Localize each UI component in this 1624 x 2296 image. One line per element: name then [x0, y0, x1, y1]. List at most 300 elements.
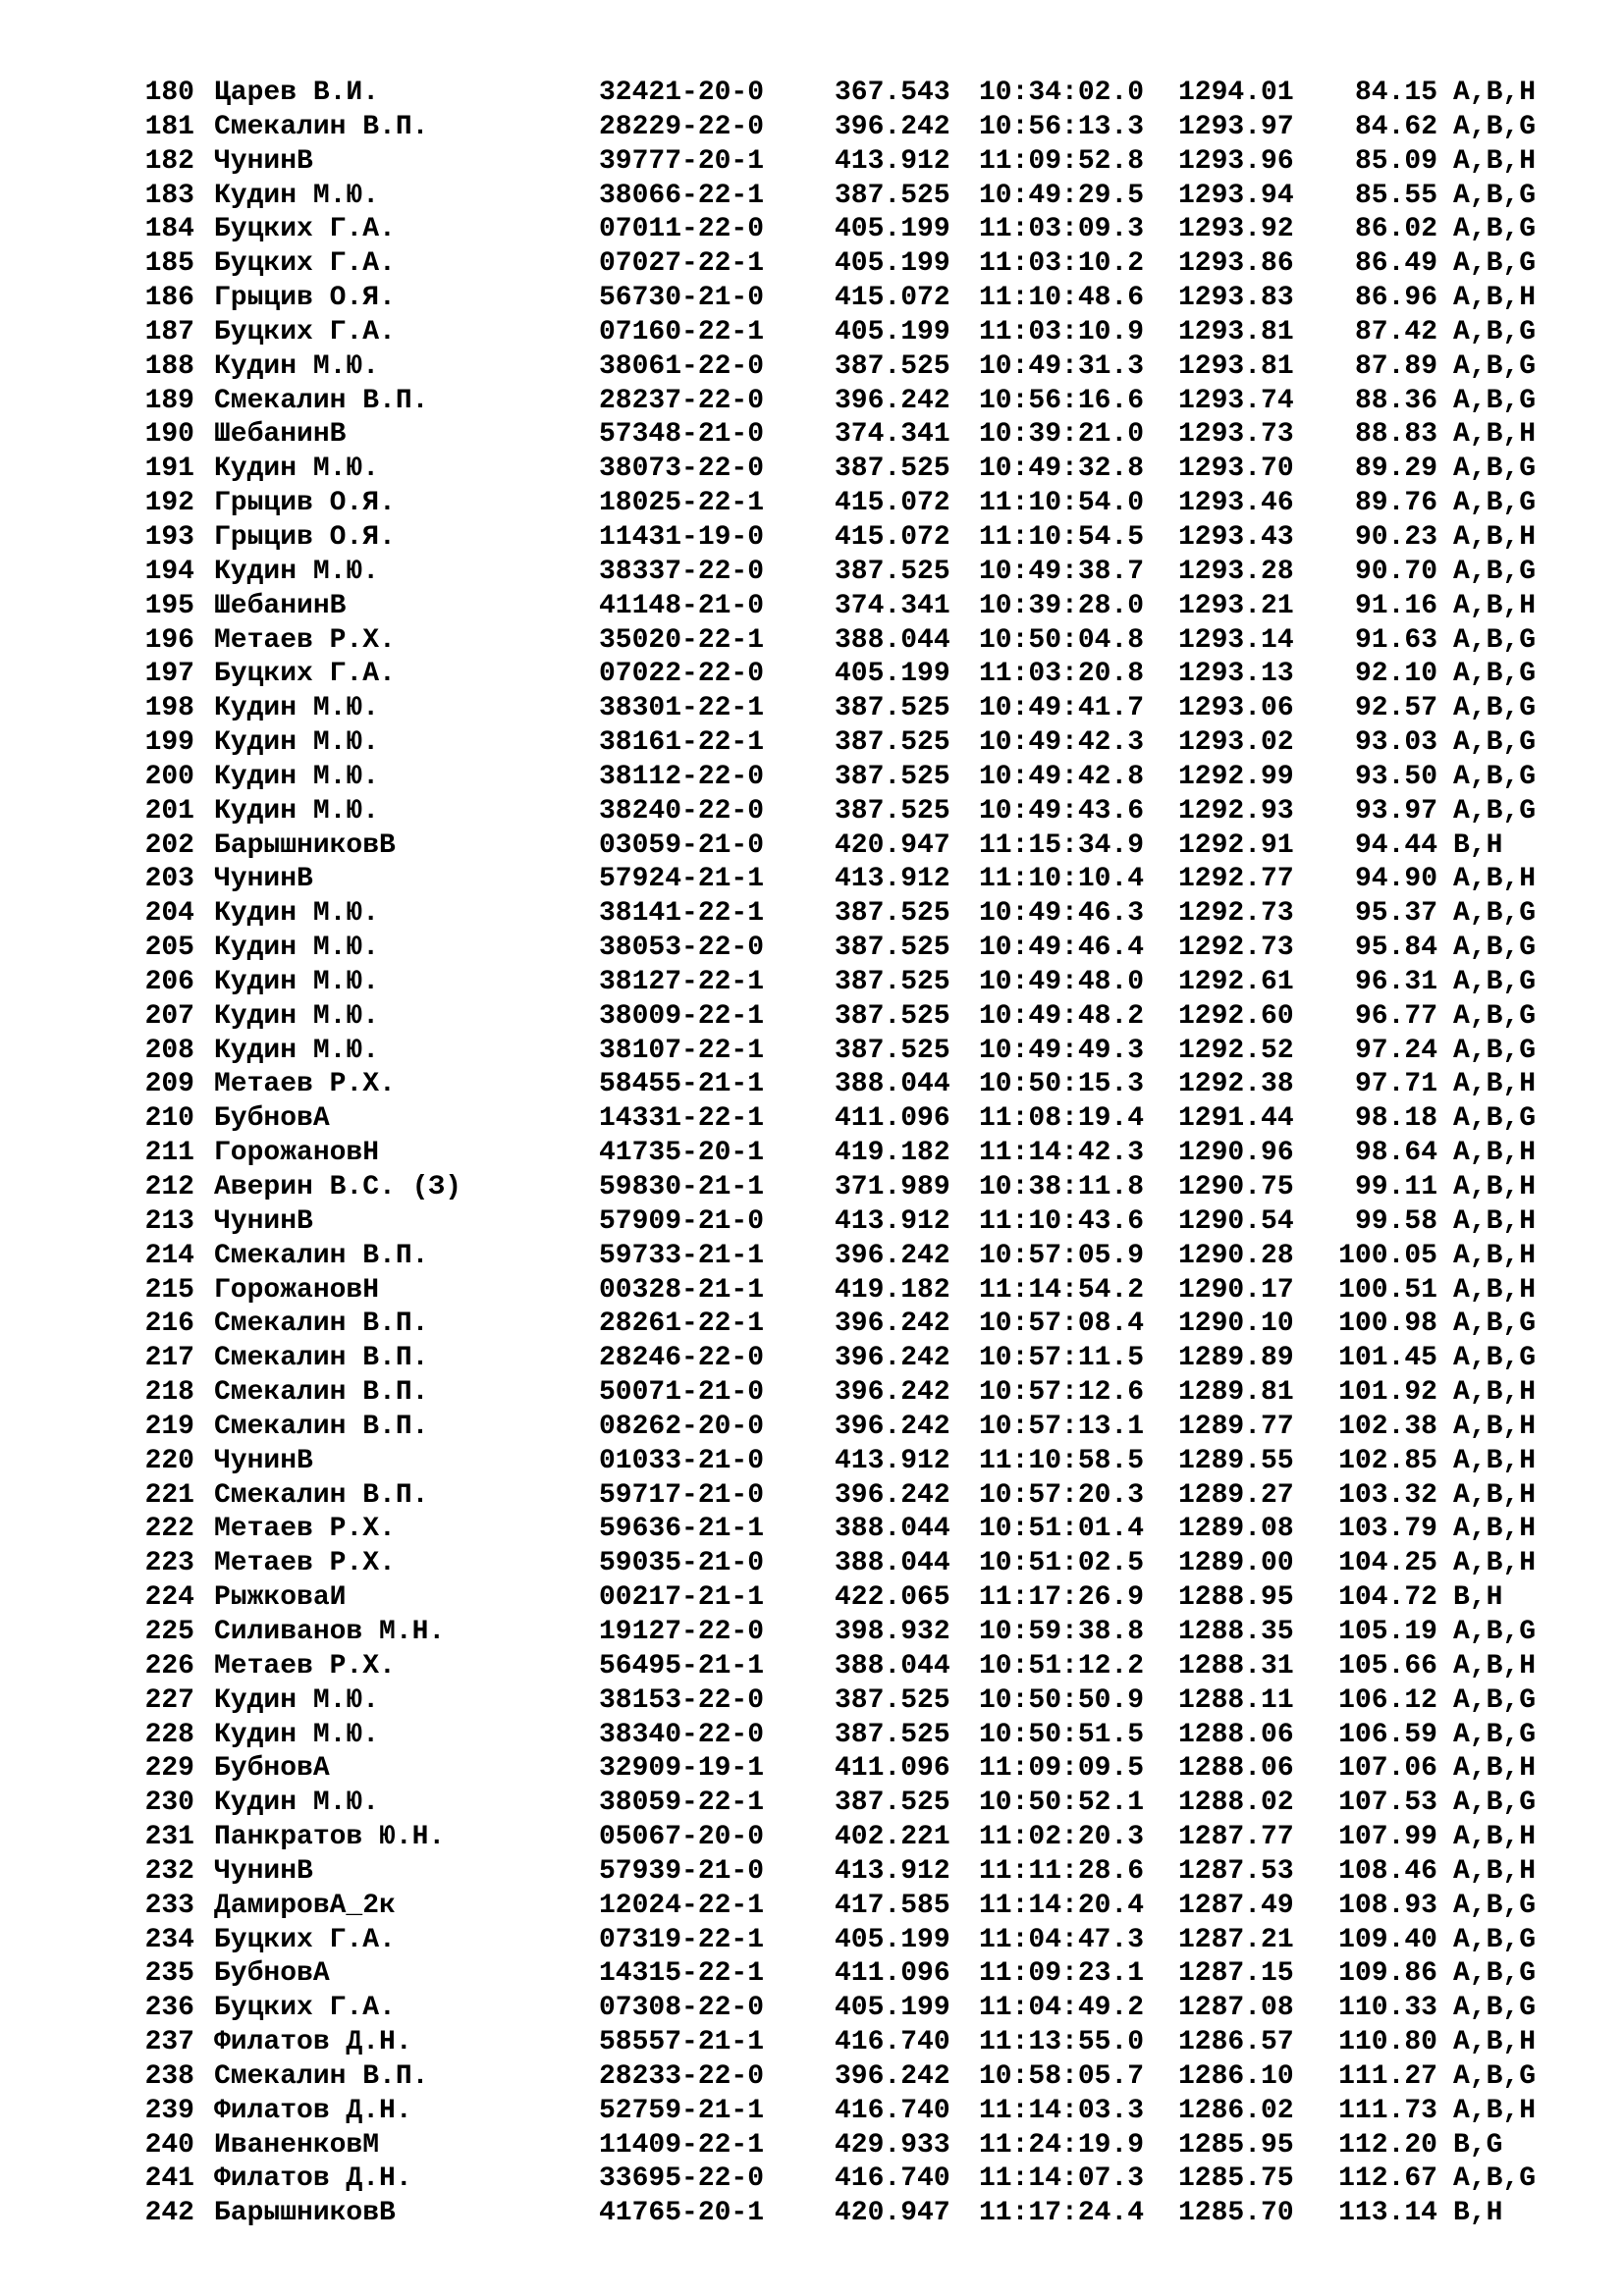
ring-number-cell: 38009-22-1: [599, 1000, 765, 1032]
place-cell: 207: [144, 1000, 194, 1032]
speed-cell: 1285.75: [1178, 2163, 1294, 2195]
fancier-name-cell: Смекалин В.П.: [214, 1479, 429, 1511]
speed-cell: 1289.77: [1178, 1411, 1294, 1442]
place-cell: 186: [144, 283, 194, 314]
fancier-name-cell: ДамировА_2к: [214, 1890, 396, 1921]
speed-cell: 1289.81: [1178, 1377, 1294, 1409]
place-cell: 192: [144, 488, 194, 519]
speed-cell: 1292.61: [1178, 966, 1294, 997]
speed-cell: 1293.13: [1178, 659, 1294, 690]
distance-cell: 396.242: [835, 1240, 950, 1271]
place-cell: 236: [144, 1993, 194, 2024]
points-cell: 111.73: [1338, 2095, 1437, 2126]
place-cell: 191: [144, 454, 194, 485]
fancier-name-cell: ГорожановН: [214, 1274, 380, 1306]
ring-number-cell: 11409-22-1: [599, 2129, 765, 2161]
points-cell: 109.40: [1338, 1924, 1437, 1955]
arrival-time-cell: 11:02:20.3: [979, 1822, 1145, 1853]
ring-number-cell: 52759-21-1: [599, 2095, 765, 2126]
speed-cell: 1291.44: [1178, 1103, 1294, 1135]
place-cell: 201: [144, 795, 194, 827]
arrival-time-cell: 11:03:10.2: [979, 248, 1145, 280]
place-cell: 234: [144, 1924, 194, 1955]
arrival-time-cell: 10:56:13.3: [979, 111, 1145, 142]
speed-cell: 1287.49: [1178, 1890, 1294, 1921]
fancier-name-cell: Буцких Г.А.: [214, 316, 396, 347]
points-cell: 102.85: [1338, 1445, 1437, 1476]
points-cell: 107.99: [1338, 1822, 1437, 1853]
place-cell: 203: [144, 864, 194, 895]
fancier-name-cell: Кудин М.Ю.: [214, 1788, 380, 1819]
classes-cell: A,B,G: [1453, 1684, 1537, 1716]
classes-cell: A,B,H: [1453, 1138, 1537, 1169]
speed-cell: 1285.95: [1178, 2129, 1294, 2161]
table-row: [0, 521, 1624, 556]
fancier-name-cell: Буцких Г.А.: [214, 1993, 396, 2024]
arrival-time-cell: 10:58:05.7: [979, 2060, 1145, 2092]
points-cell: 86.49: [1354, 248, 1437, 280]
distance-cell: 396.242: [835, 1308, 950, 1340]
speed-cell: 1285.70: [1178, 2198, 1294, 2229]
table-row: [0, 1479, 1624, 1514]
fancier-name-cell: РыжковаИ: [214, 1582, 347, 1614]
distance-cell: 387.525: [835, 898, 950, 930]
points-cell: 107.53: [1338, 1788, 1437, 1819]
arrival-time-cell: 10:51:02.5: [979, 1548, 1145, 1579]
table-row: [0, 590, 1624, 624]
speed-cell: 1286.10: [1178, 2060, 1294, 2092]
place-cell: 200: [144, 761, 194, 792]
classes-cell: A,B,H: [1453, 1274, 1537, 1306]
classes-cell: A,B,H: [1453, 1479, 1537, 1511]
distance-cell: 415.072: [835, 521, 950, 553]
arrival-time-cell: 11:03:10.9: [979, 316, 1145, 347]
points-cell: 92.10: [1354, 659, 1437, 690]
points-cell: 100.51: [1338, 1274, 1437, 1306]
classes-cell: A,B,G: [1453, 248, 1537, 280]
ring-number-cell: 38301-22-1: [599, 693, 765, 724]
points-cell: 97.71: [1354, 1069, 1437, 1100]
points-cell: 93.97: [1354, 795, 1437, 827]
fancier-name-cell: ЧунинВ: [214, 1205, 313, 1237]
place-cell: 218: [144, 1377, 194, 1409]
arrival-time-cell: 11:09:52.8: [979, 145, 1145, 177]
points-cell: 94.90: [1354, 864, 1437, 895]
table-row: [0, 1035, 1624, 1069]
table-row: [0, 418, 1624, 453]
fancier-name-cell: Грыцив О.Я.: [214, 283, 396, 314]
ring-number-cell: 38061-22-0: [599, 350, 765, 382]
place-cell: 220: [144, 1445, 194, 1476]
distance-cell: 415.072: [835, 283, 950, 314]
classes-cell: A,B,H: [1453, 283, 1537, 314]
ring-number-cell: 41148-21-0: [599, 590, 765, 621]
ring-number-cell: 14331-22-1: [599, 1103, 765, 1135]
points-cell: 92.57: [1354, 693, 1437, 724]
arrival-time-cell: 10:50:50.9: [979, 1684, 1145, 1716]
distance-cell: 396.242: [835, 385, 950, 416]
arrival-time-cell: 11:03:20.8: [979, 659, 1145, 690]
speed-cell: 1293.74: [1178, 385, 1294, 416]
ring-number-cell: 59733-21-1: [599, 1240, 765, 1271]
ring-number-cell: 50071-21-0: [599, 1377, 765, 1409]
classes-cell: A,B,H: [1453, 1855, 1537, 1887]
fancier-name-cell: Кудин М.Ю.: [214, 1035, 380, 1066]
fancier-name-cell: Кудин М.Ю.: [214, 966, 380, 997]
fancier-name-cell: ИваненковМ: [214, 2129, 380, 2161]
points-cell: 107.06: [1338, 1753, 1437, 1785]
fancier-name-cell: БарышниковВ: [214, 2198, 396, 2229]
fancier-name-cell: Кудин М.Ю.: [214, 1719, 380, 1750]
ring-number-cell: 00217-21-1: [599, 1582, 765, 1614]
place-cell: 222: [144, 1514, 194, 1545]
classes-cell: A,B,H: [1453, 78, 1537, 108]
table-row: [0, 1752, 1624, 1787]
speed-cell: 1293.86: [1178, 248, 1294, 280]
arrival-time-cell: 10:57:13.1: [979, 1411, 1145, 1442]
table-row: [0, 1411, 1624, 1445]
place-cell: 190: [144, 419, 194, 451]
speed-cell: 1290.17: [1178, 1274, 1294, 1306]
speed-cell: 1287.77: [1178, 1822, 1294, 1853]
points-cell: 102.38: [1338, 1411, 1437, 1442]
speed-cell: 1293.92: [1178, 214, 1294, 245]
table-row: [0, 1719, 1624, 1753]
place-cell: 202: [144, 829, 194, 861]
points-cell: 104.25: [1338, 1548, 1437, 1579]
speed-cell: 1288.06: [1178, 1753, 1294, 1785]
table-row: [0, 1137, 1624, 1171]
place-cell: 196: [144, 624, 194, 656]
table-row: [0, 863, 1624, 897]
place-cell: 187: [144, 316, 194, 347]
points-cell: 105.66: [1338, 1650, 1437, 1682]
distance-cell: 416.740: [835, 2027, 950, 2058]
classes-cell: A,B,G: [1453, 1343, 1537, 1374]
place-cell: 214: [144, 1240, 194, 1271]
classes-cell: A,B,G: [1453, 556, 1537, 587]
classes-cell: A,B,G: [1453, 1890, 1537, 1921]
place-cell: 226: [144, 1650, 194, 1682]
distance-cell: 387.525: [835, 1000, 950, 1032]
fancier-name-cell: Кудин М.Ю.: [214, 795, 380, 827]
points-cell: 93.50: [1354, 761, 1437, 792]
fancier-name-cell: Кудин М.Ю.: [214, 898, 380, 930]
points-cell: 112.67: [1338, 2163, 1437, 2195]
classes-cell: A,B,H: [1453, 1548, 1537, 1579]
points-cell: 86.96: [1354, 283, 1437, 314]
ring-number-cell: 57924-21-1: [599, 864, 765, 895]
table-row: [0, 247, 1624, 282]
distance-cell: 374.341: [835, 419, 950, 451]
distance-cell: 387.525: [835, 556, 950, 587]
distance-cell: 387.525: [835, 180, 950, 211]
distance-cell: 396.242: [835, 2060, 950, 2092]
ring-number-cell: 38059-22-1: [599, 1788, 765, 1819]
speed-cell: 1286.57: [1178, 2027, 1294, 2058]
arrival-time-cell: 11:15:34.9: [979, 829, 1145, 861]
distance-cell: 387.525: [835, 795, 950, 827]
speed-cell: 1287.15: [1178, 1958, 1294, 1990]
place-cell: 195: [144, 590, 194, 621]
distance-cell: 413.912: [835, 864, 950, 895]
fancier-name-cell: ШебанинВ: [214, 590, 347, 621]
points-cell: 90.23: [1354, 521, 1437, 553]
fancier-name-cell: Филатов Д.Н.: [214, 2095, 412, 2126]
distance-cell: 415.072: [835, 488, 950, 519]
classes-cell: B,H: [1453, 2198, 1503, 2229]
ring-number-cell: 07308-22-0: [599, 1993, 765, 2024]
points-cell: 97.24: [1354, 1035, 1437, 1066]
place-cell: 230: [144, 1788, 194, 1819]
fancier-name-cell: Метаев Р.Х.: [214, 1514, 396, 1545]
table-row: [0, 487, 1624, 521]
arrival-time-cell: 11:09:09.5: [979, 1753, 1145, 1785]
distance-cell: 387.525: [835, 1719, 950, 1750]
place-cell: 223: [144, 1548, 194, 1579]
place-cell: 182: [144, 145, 194, 177]
classes-cell: A,B,G: [1453, 488, 1537, 519]
arrival-time-cell: 10:49:42.3: [979, 727, 1145, 759]
distance-cell: 388.044: [835, 624, 950, 656]
classes-cell: A,B,G: [1453, 727, 1537, 759]
fancier-name-cell: Кудин М.Ю.: [214, 1000, 380, 1032]
speed-cell: 1289.27: [1178, 1479, 1294, 1511]
arrival-time-cell: 10:57:12.6: [979, 1377, 1145, 1409]
ring-number-cell: 41735-20-1: [599, 1138, 765, 1169]
table-row: [0, 1855, 1624, 1890]
fancier-name-cell: Филатов Д.Н.: [214, 2027, 412, 2058]
speed-cell: 1293.97: [1178, 111, 1294, 142]
arrival-time-cell: 10:49:46.3: [979, 898, 1145, 930]
arrival-time-cell: 10:49:43.6: [979, 795, 1145, 827]
ring-number-cell: 28261-22-1: [599, 1308, 765, 1340]
fancier-name-cell: Метаев Р.Х.: [214, 624, 396, 656]
fancier-name-cell: Смекалин В.П.: [214, 385, 429, 416]
fancier-name-cell: Грыцив О.Я.: [214, 488, 396, 519]
place-cell: 241: [144, 2163, 194, 2195]
ring-number-cell: 38127-22-1: [599, 966, 765, 997]
classes-cell: A,B,H: [1453, 1822, 1537, 1853]
speed-cell: 1288.31: [1178, 1650, 1294, 1682]
distance-cell: 429.933: [835, 2129, 950, 2161]
points-cell: 106.59: [1338, 1719, 1437, 1750]
table-row: [0, 111, 1624, 145]
classes-cell: A,B,H: [1453, 1377, 1537, 1409]
arrival-time-cell: 11:08:19.4: [979, 1103, 1145, 1135]
table-row: [0, 1650, 1624, 1684]
classes-cell: A,B,G: [1453, 624, 1537, 656]
distance-cell: 387.525: [835, 933, 950, 964]
speed-cell: 1287.21: [1178, 1924, 1294, 1955]
speed-cell: 1289.08: [1178, 1514, 1294, 1545]
place-cell: 242: [144, 2198, 194, 2229]
distance-cell: 387.525: [835, 693, 950, 724]
ring-number-cell: 07027-22-1: [599, 248, 765, 280]
table-row: [0, 556, 1624, 590]
speed-cell: 1286.02: [1178, 2095, 1294, 2126]
place-cell: 233: [144, 1890, 194, 1921]
ring-number-cell: 35020-22-1: [599, 624, 765, 656]
arrival-time-cell: 11:10:54.5: [979, 521, 1145, 553]
speed-cell: 1293.06: [1178, 693, 1294, 724]
distance-cell: 396.242: [835, 1343, 950, 1374]
arrival-time-cell: 10:50:52.1: [979, 1788, 1145, 1819]
arrival-time-cell: 10:39:21.0: [979, 419, 1145, 451]
points-cell: 95.37: [1354, 898, 1437, 930]
points-cell: 99.11: [1354, 1172, 1437, 1202]
table-row: [0, 1890, 1624, 1924]
ring-number-cell: 38053-22-0: [599, 933, 765, 964]
table-row: [0, 1924, 1624, 1958]
fancier-name-cell: Смекалин В.П.: [214, 1308, 429, 1340]
speed-cell: 1293.70: [1178, 454, 1294, 485]
ring-number-cell: 59717-21-0: [599, 1479, 765, 1511]
fancier-name-cell: Кудин М.Ю.: [214, 761, 380, 792]
place-cell: 235: [144, 1958, 194, 1990]
fancier-name-cell: БубновА: [214, 1958, 330, 1990]
distance-cell: 411.096: [835, 1753, 950, 1785]
fancier-name-cell: Кудин М.Ю.: [214, 1684, 380, 1716]
ring-number-cell: 41765-20-1: [599, 2198, 765, 2229]
arrival-time-cell: 11:10:48.6: [979, 283, 1145, 314]
ring-number-cell: 28229-22-0: [599, 111, 765, 142]
place-cell: 205: [144, 933, 194, 964]
table-row: [0, 966, 1624, 1000]
classes-cell: A,B,H: [1453, 2027, 1537, 2058]
fancier-name-cell: ЧунинВ: [214, 1855, 313, 1887]
classes-cell: A,B,G: [1453, 2060, 1537, 2092]
distance-cell: 396.242: [835, 1479, 950, 1511]
distance-cell: 416.740: [835, 2163, 950, 2195]
ring-number-cell: 11431-19-0: [599, 521, 765, 553]
points-cell: 103.79: [1338, 1514, 1437, 1545]
arrival-time-cell: 10:49:49.3: [979, 1035, 1145, 1066]
arrival-time-cell: 11:14:07.3: [979, 2163, 1145, 2195]
classes-cell: A,B,H: [1453, 590, 1537, 621]
fancier-name-cell: Кудин М.Ю.: [214, 556, 380, 587]
ring-number-cell: 03059-21-0: [599, 829, 765, 861]
place-cell: 189: [144, 385, 194, 416]
ring-number-cell: 01033-21-0: [599, 1445, 765, 1476]
points-cell: 99.58: [1354, 1205, 1437, 1237]
place-cell: 206: [144, 966, 194, 997]
ring-number-cell: 58557-21-1: [599, 2027, 765, 2058]
ring-number-cell: 28233-22-0: [599, 2060, 765, 2092]
classes-cell: A,B,G: [1453, 1958, 1537, 1990]
ring-number-cell: 32909-19-1: [599, 1753, 765, 1785]
place-cell: 210: [144, 1103, 194, 1135]
ring-number-cell: 57348-21-0: [599, 419, 765, 451]
distance-cell: 371.989: [835, 1172, 950, 1202]
ring-number-cell: 28237-22-0: [599, 385, 765, 416]
classes-cell: A,B,G: [1453, 180, 1537, 211]
table-row: [0, 829, 1624, 864]
speed-cell: 1293.96: [1178, 145, 1294, 177]
fancier-name-cell: Кудин М.Ю.: [214, 727, 380, 759]
points-cell: 87.89: [1354, 350, 1437, 382]
fancier-name-cell: Буцких Г.А.: [214, 248, 396, 280]
ring-number-cell: 12024-22-1: [599, 1890, 765, 1921]
classes-cell: A,B,H: [1453, 2095, 1537, 2126]
speed-cell: 1289.55: [1178, 1445, 1294, 1476]
points-cell: 89.29: [1354, 454, 1437, 485]
table-row: [0, 624, 1624, 659]
distance-cell: 413.912: [835, 1855, 950, 1887]
table-row: [0, 1068, 1624, 1102]
place-cell: 232: [144, 1855, 194, 1887]
place-cell: 239: [144, 2095, 194, 2126]
place-cell: 229: [144, 1753, 194, 1785]
distance-cell: 387.525: [835, 1684, 950, 1716]
ring-number-cell: 07022-22-0: [599, 659, 765, 690]
ring-number-cell: 38240-22-0: [599, 795, 765, 827]
place-cell: 215: [144, 1274, 194, 1306]
table-row: [0, 1616, 1624, 1650]
points-cell: 100.98: [1338, 1308, 1437, 1340]
ring-number-cell: 14315-22-1: [599, 1958, 765, 1990]
table-row: [0, 2060, 1624, 2095]
fancier-name-cell: Кудин М.Ю.: [214, 693, 380, 724]
classes-cell: A,B,H: [1453, 1514, 1537, 1545]
classes-cell: A,B,H: [1453, 1445, 1537, 1476]
classes-cell: A,B,H: [1453, 1411, 1537, 1442]
classes-cell: A,B,G: [1453, 316, 1537, 347]
points-cell: 88.83: [1354, 419, 1437, 451]
arrival-time-cell: 11:10:58.5: [979, 1445, 1145, 1476]
table-row: [0, 761, 1624, 795]
ring-number-cell: 58455-21-1: [599, 1069, 765, 1100]
fancier-name-cell: Метаев Р.Х.: [214, 1650, 396, 1682]
place-cell: 204: [144, 898, 194, 930]
classes-cell: A,B,G: [1453, 1000, 1537, 1032]
table-row: [0, 1957, 1624, 1992]
place-cell: 224: [144, 1582, 194, 1614]
arrival-time-cell: 10:49:46.4: [979, 933, 1145, 964]
distance-cell: 405.199: [835, 248, 950, 280]
arrival-time-cell: 10:59:38.8: [979, 1616, 1145, 1647]
distance-cell: 405.199: [835, 214, 950, 245]
points-cell: 94.44: [1354, 829, 1437, 861]
speed-cell: 1292.38: [1178, 1069, 1294, 1100]
distance-cell: 413.912: [835, 1205, 950, 1237]
points-cell: 95.84: [1354, 933, 1437, 964]
points-cell: 90.70: [1354, 556, 1437, 587]
ring-number-cell: 07160-22-1: [599, 316, 765, 347]
speed-cell: 1293.73: [1178, 419, 1294, 451]
points-cell: 111.27: [1338, 2060, 1437, 2092]
speed-cell: 1293.94: [1178, 180, 1294, 211]
points-cell: 93.03: [1354, 727, 1437, 759]
table-row: [0, 77, 1624, 111]
points-cell: 104.72: [1338, 1582, 1437, 1614]
place-cell: 231: [144, 1822, 194, 1853]
fancier-name-cell: ШебанинВ: [214, 419, 347, 451]
table-row: [0, 1821, 1624, 1855]
distance-cell: 387.525: [835, 761, 950, 792]
arrival-time-cell: 11:17:26.9: [979, 1582, 1145, 1614]
place-cell: 221: [144, 1479, 194, 1511]
distance-cell: 387.525: [835, 727, 950, 759]
ring-number-cell: 56495-21-1: [599, 1650, 765, 1682]
speed-cell: 1293.02: [1178, 727, 1294, 759]
classes-cell: B,H: [1453, 829, 1503, 861]
points-cell: 101.45: [1338, 1343, 1437, 1374]
place-cell: 227: [144, 1684, 194, 1716]
fancier-name-cell: Смекалин В.П.: [214, 111, 429, 142]
place-cell: 188: [144, 350, 194, 382]
table-row: [0, 897, 1624, 932]
